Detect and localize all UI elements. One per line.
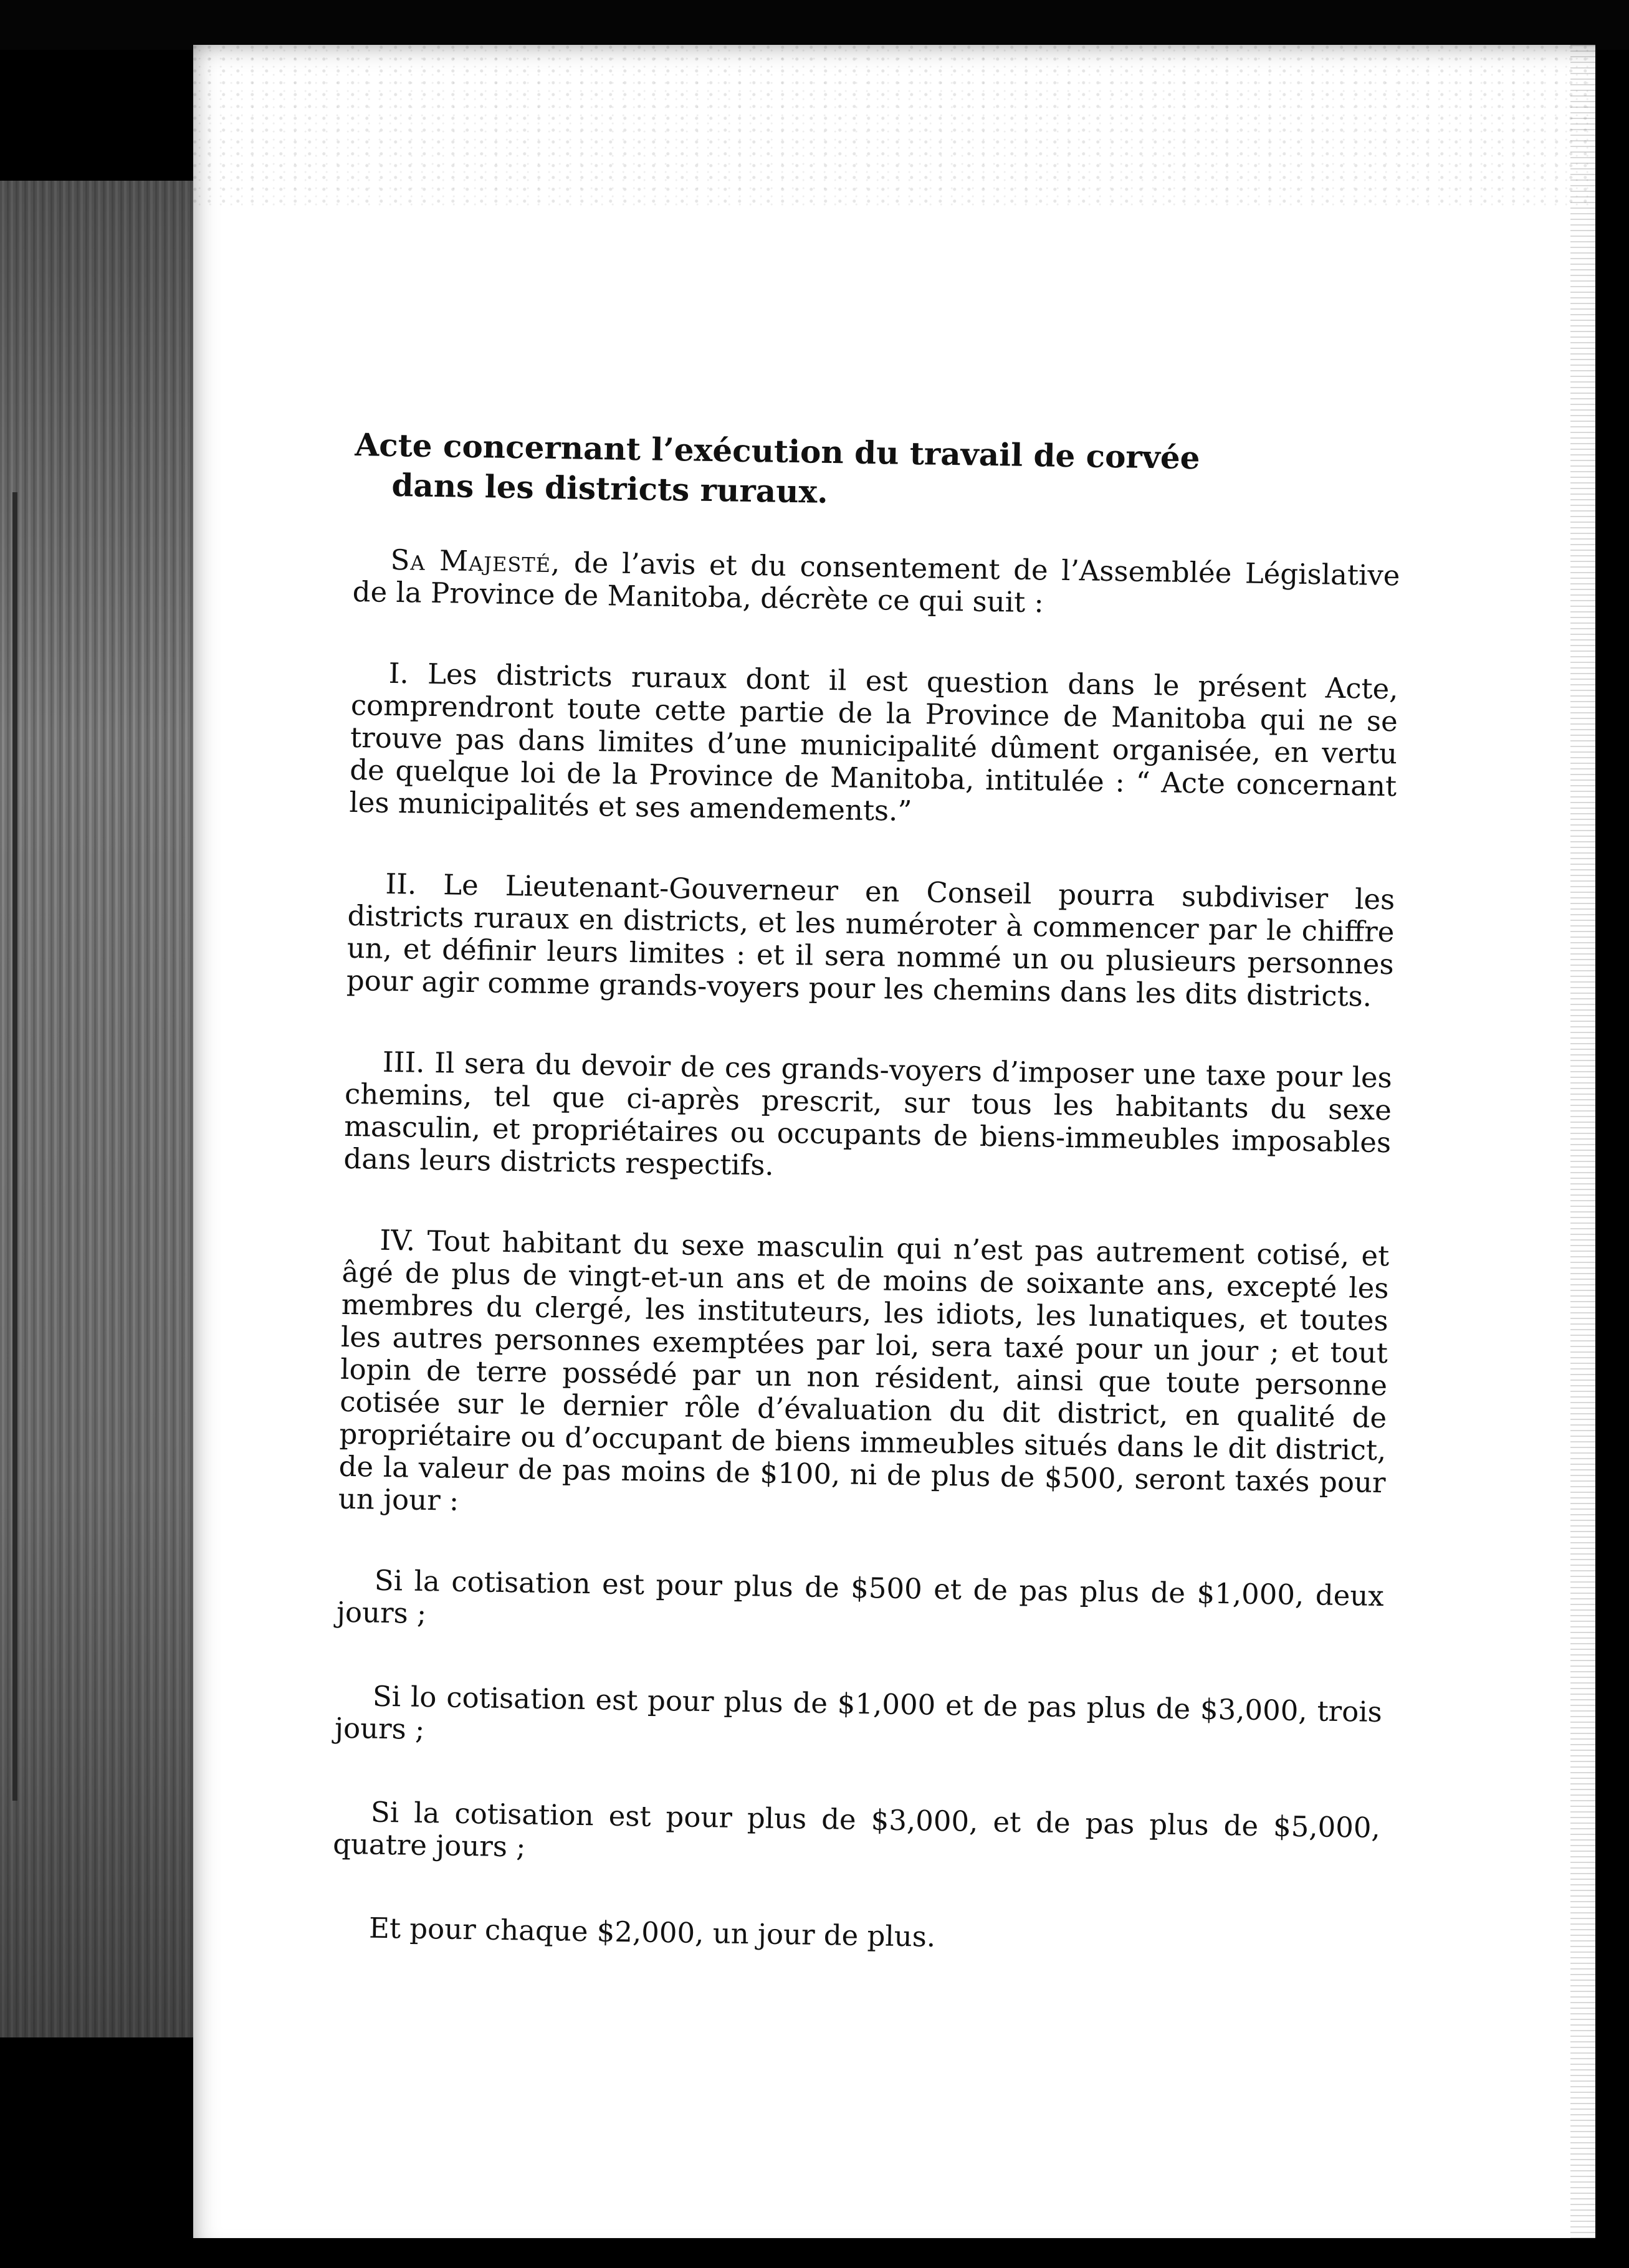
scan-noise (193, 45, 1595, 207)
act-title (354, 425, 1402, 521)
section-1: I. Les districts ruraux dont il est question dans le présent Acte, comprendront toute cette partie de la Province de Manitoba qui ne se trouve pas dans limites d’une municipalité dûment organisée, en vertu de quelque loi de la Province de Manitoba, intitulée : “ Acte concernant les municipalités et ses amendements.” (349, 656, 1398, 828)
section-4: IV. Tout habitant du sexe masculin qui n’est pas autrement cotisé, et âgé de plus de vingt-et-un ans et de moins de soixante ans, excepté les membres du clergé, les instituteurs, les idiots, les lunatiques, et toutes les autres personnes exemptées par loi, sera taxé pour un jour ; et tout lopin de terre possédé par un non résident, ainsi que toute personne cotisée sur le dernier rôle d’évaluation du dit district, en qualité de propriétaire ou d’occupant de biens immeubles situés dans le dit district, de la valeur de pas moins de $100, ni de plus de $500, seront taxés pour un jour : (338, 1223, 1390, 1517)
tier-2: Si lo cotisation est pour plus de $1,000 et de pas plus de $3,000, trois jours ; (334, 1679, 1383, 1746)
act-title-line-1: Acte concernant l’exécution du travail de corvée (355, 426, 1200, 477)
tier-3: Si la cotisation est pour plus de $3,000, et de pas plus de $5,000, quatre jours ; (332, 1795, 1381, 1864)
preamble (352, 543, 1400, 624)
tier-1: Si la cotisation est pour plus de $500 et de pas plus de $1,000, deux jours ; (336, 1563, 1385, 1631)
scan-frame-top (0, 0, 1629, 50)
act-text (330, 425, 1402, 2011)
tier-4: Et pour chaque $2,000, un jour de plus. (368, 1911, 936, 1953)
preamble-lead: Sa Majesté, (390, 543, 561, 579)
scanned-page (193, 45, 1595, 2238)
act-title-line-2: dans les districts ruraux. (391, 466, 829, 510)
section-2: II. Le Lieutenant-Gouverneur en Conseil pourra subdiviser les districts ruraux en districts, et les numéroter à commencer par le chiffre un, et définir leurs limites : et il sera nommé un ou plusieurs personnes pour agir comme grands-voyers pour les chemins dans les dits districts. (346, 867, 1395, 1013)
binding-fold (12, 492, 17, 1801)
scan-binding-edge (0, 181, 193, 2037)
preamble-text: de l’avis et du consentement de l’Assemblée Législative de la Province de Manitoba, décrète ce qui suit : (352, 546, 1400, 619)
binding-shade (0, 181, 193, 2037)
tax-tiers (332, 1564, 1384, 1960)
section-3: III. Il sera du devoir de ces grands-voyers d’imposer une taxe pour les chemins, tel que ci-après prescrit, sur tous les habitants du sexe masculin, et propriétaires ou occupants de biens-immeubles imposables dans leurs districts respectifs. (343, 1045, 1393, 1182)
page-right-edge (1570, 45, 1595, 2238)
